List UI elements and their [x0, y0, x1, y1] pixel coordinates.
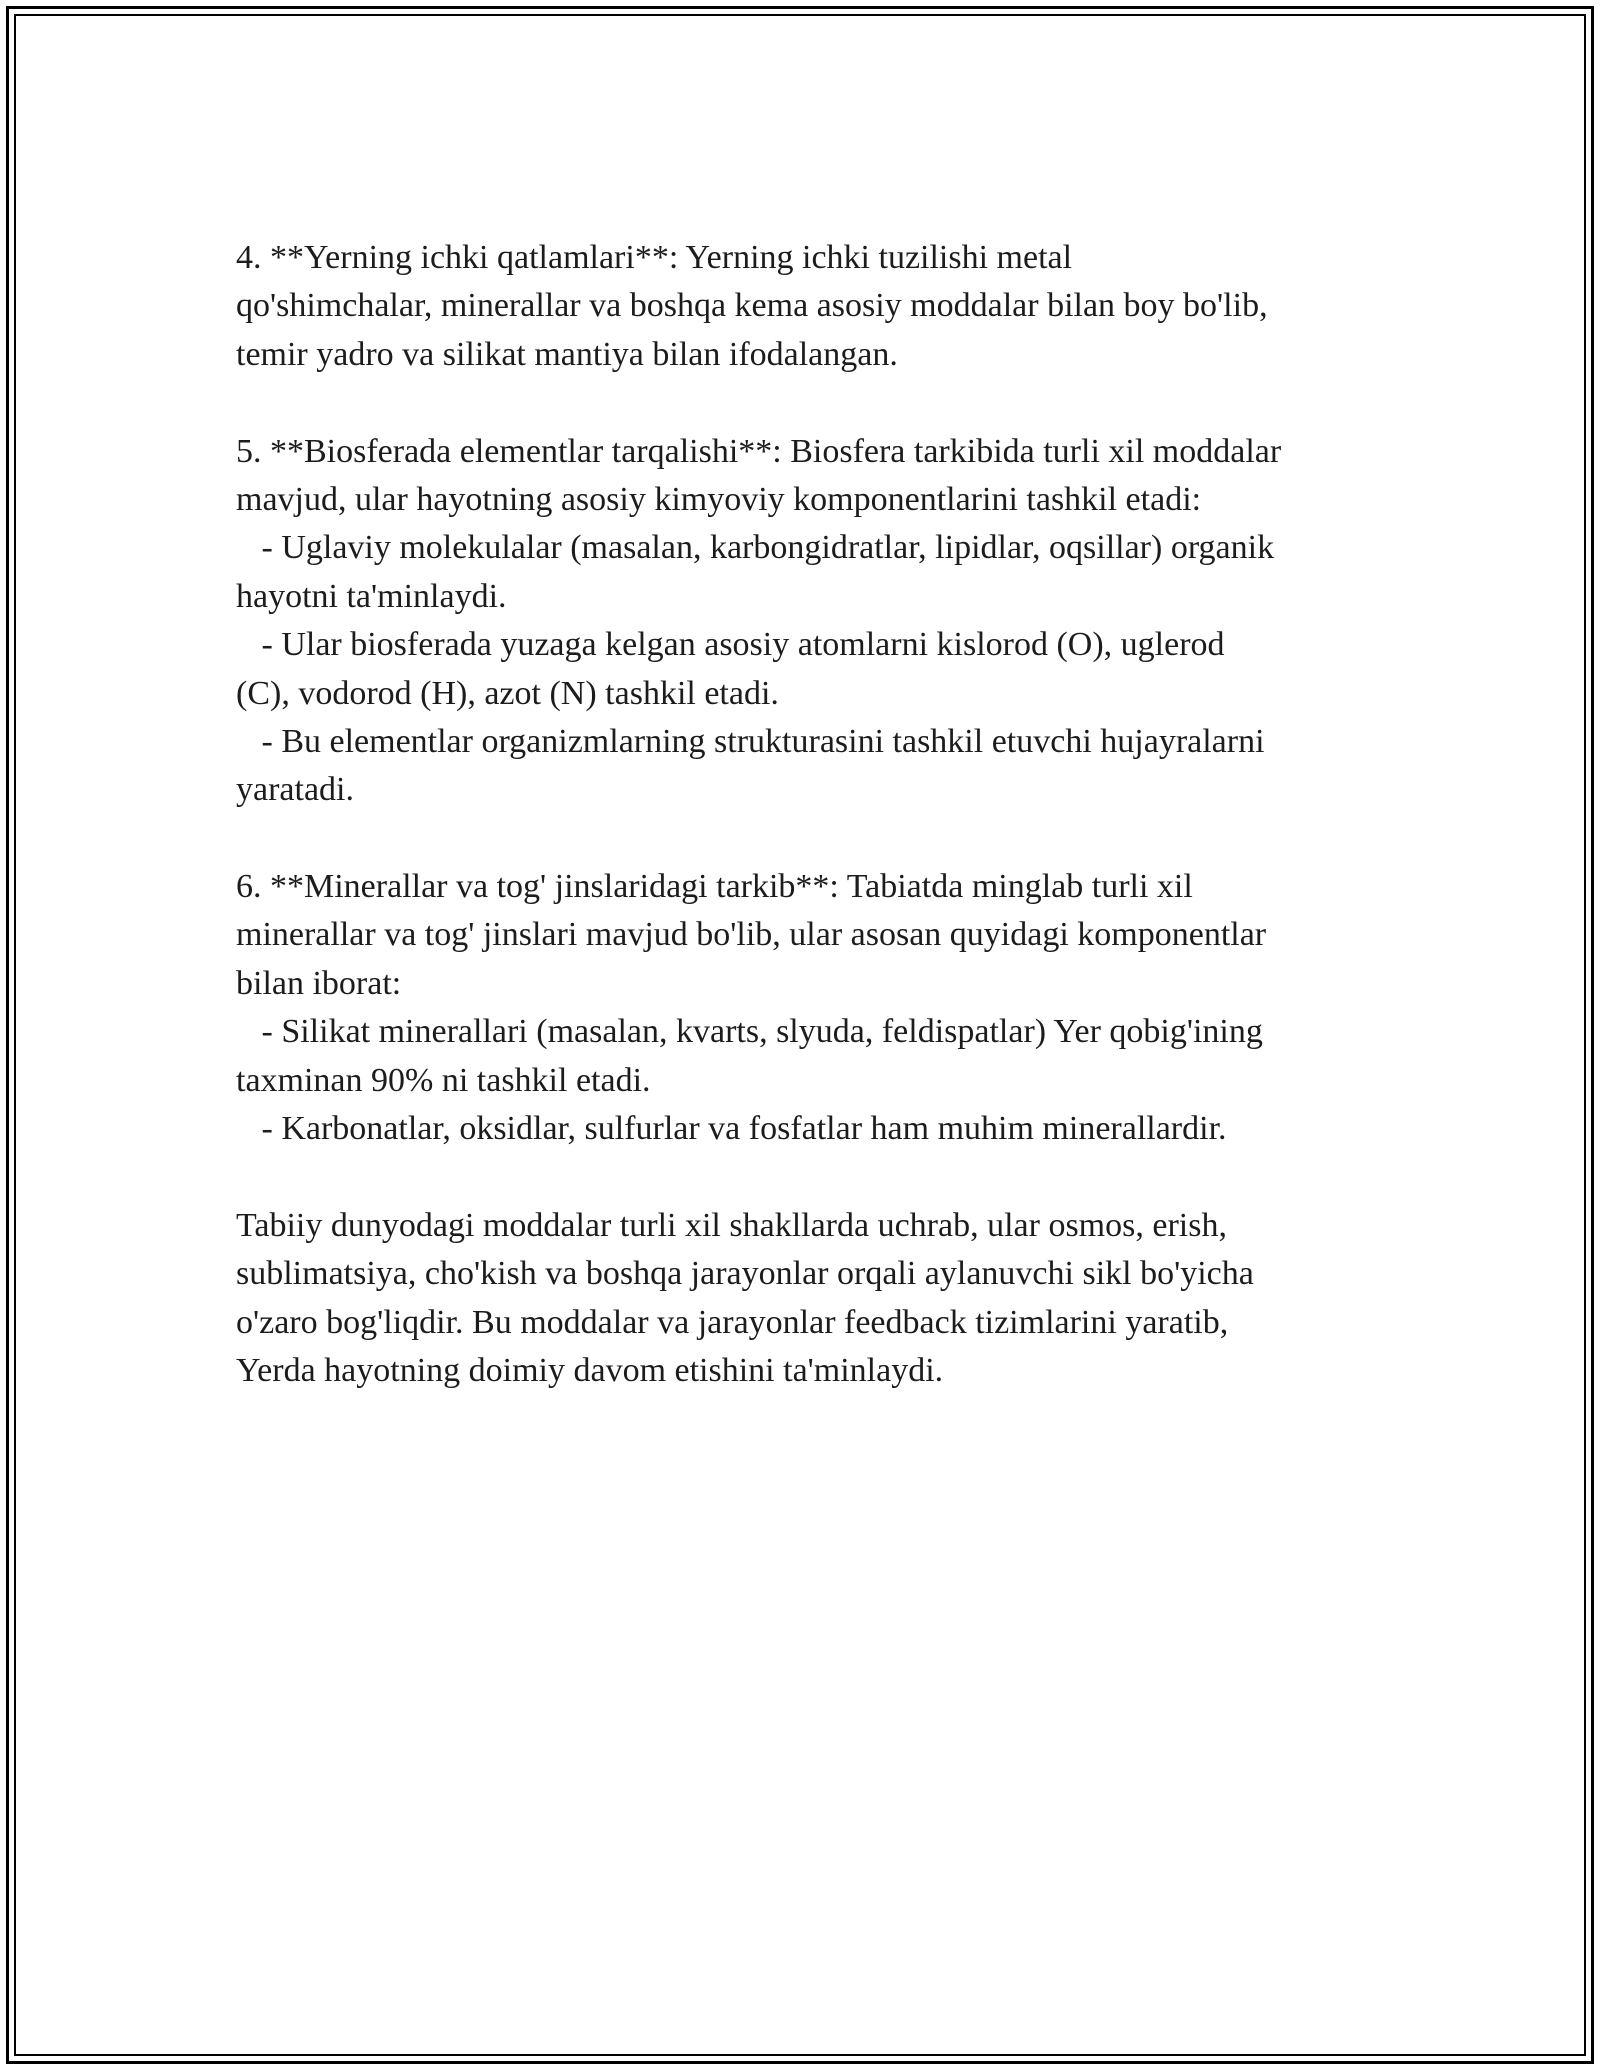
text-line: 6. **Minerallar va tog' jinslaridagi tarkib**: Tabiatda minglab turli xil: [236, 868, 1193, 906]
text-line: temir yadro va silikat mantiya bilan ifodalangan.: [236, 335, 898, 373]
text-line: qo'shimchalar, minerallar va boshqa kema asosiy moddalar bilan boy bo'lib,: [236, 287, 1268, 325]
text-line: taxminan 90% ni tashkil etadi.: [236, 1061, 651, 1099]
paragraph-gap: [236, 379, 1406, 427]
text-line: sublimatsiya, cho'kish va boshqa jarayonlar orqali aylanuvchi sikl bo'yicha: [236, 1255, 1254, 1293]
text-line: - Karbonatlar, oksidlar, sulfurlar va fosfatlar ham muhim minerallardir.: [236, 1110, 1227, 1148]
text-line: - Silikat minerallari (masalan, kvarts, slyuda, feldispatlar) Yer qobig'ining: [236, 1013, 1263, 1051]
text-line: bilan iborat:: [236, 964, 402, 1002]
text-line: 4. **Yerning ichki qatlamlari**: Yerning ichki tuzilishi metal: [236, 239, 1073, 276]
text-line: o'zaro bog'liqdir. Bu moddalar va jarayonlar feedback tizimlarini yaratib,: [236, 1303, 1229, 1341]
text-line: - Ular biosferada yuzaga kelgan asosiy atomlarni kislorod (O), uglerod: [236, 626, 1225, 664]
text-line: yaratadi.: [236, 771, 354, 809]
text-line: - Uglaviy molekulalar (masalan, karbongidratlar, lipidlar, oqsillar) organik: [236, 529, 1275, 567]
paragraph-gap: [236, 815, 1406, 863]
section-earth-inner-layers: [236, 234, 1406, 379]
text-line: Yerda hayotning doimiy davom etishini ta'minlaydi.: [236, 1351, 944, 1389]
section-conclusion: [236, 1202, 1406, 1396]
document-body: [236, 234, 1406, 1395]
text-line: 5. **Biosferada elementlar tarqalishi**: Biosfera tarkibida turli xil moddalar: [236, 432, 1282, 470]
text-line: Tabiiy dunyodagi moddalar turli xil shakllarda uchrab, ular osmos, erish,: [236, 1206, 1227, 1244]
text-line: (C), vodorod (H), azot (N) tashkil etadi.: [236, 674, 779, 712]
text-line: minerallar va tog' jinslari mavjud bo'lib, ular asosan quyidagi komponentlar: [236, 916, 1267, 954]
text-line: - Bu elementlar organizmlarning strukturasini tashkil etuvchi hujayralarni: [236, 722, 1265, 760]
section-biosphere-elements: [236, 428, 1406, 815]
text-line: mavjud, ular hayotning asosiy kimyoviy komponentlarini tashkil etadi:: [236, 480, 1202, 518]
text-line: hayotni ta'minlaydi.: [236, 577, 507, 615]
paragraph-gap: [236, 1153, 1406, 1201]
section-minerals-rocks: [236, 863, 1406, 1153]
